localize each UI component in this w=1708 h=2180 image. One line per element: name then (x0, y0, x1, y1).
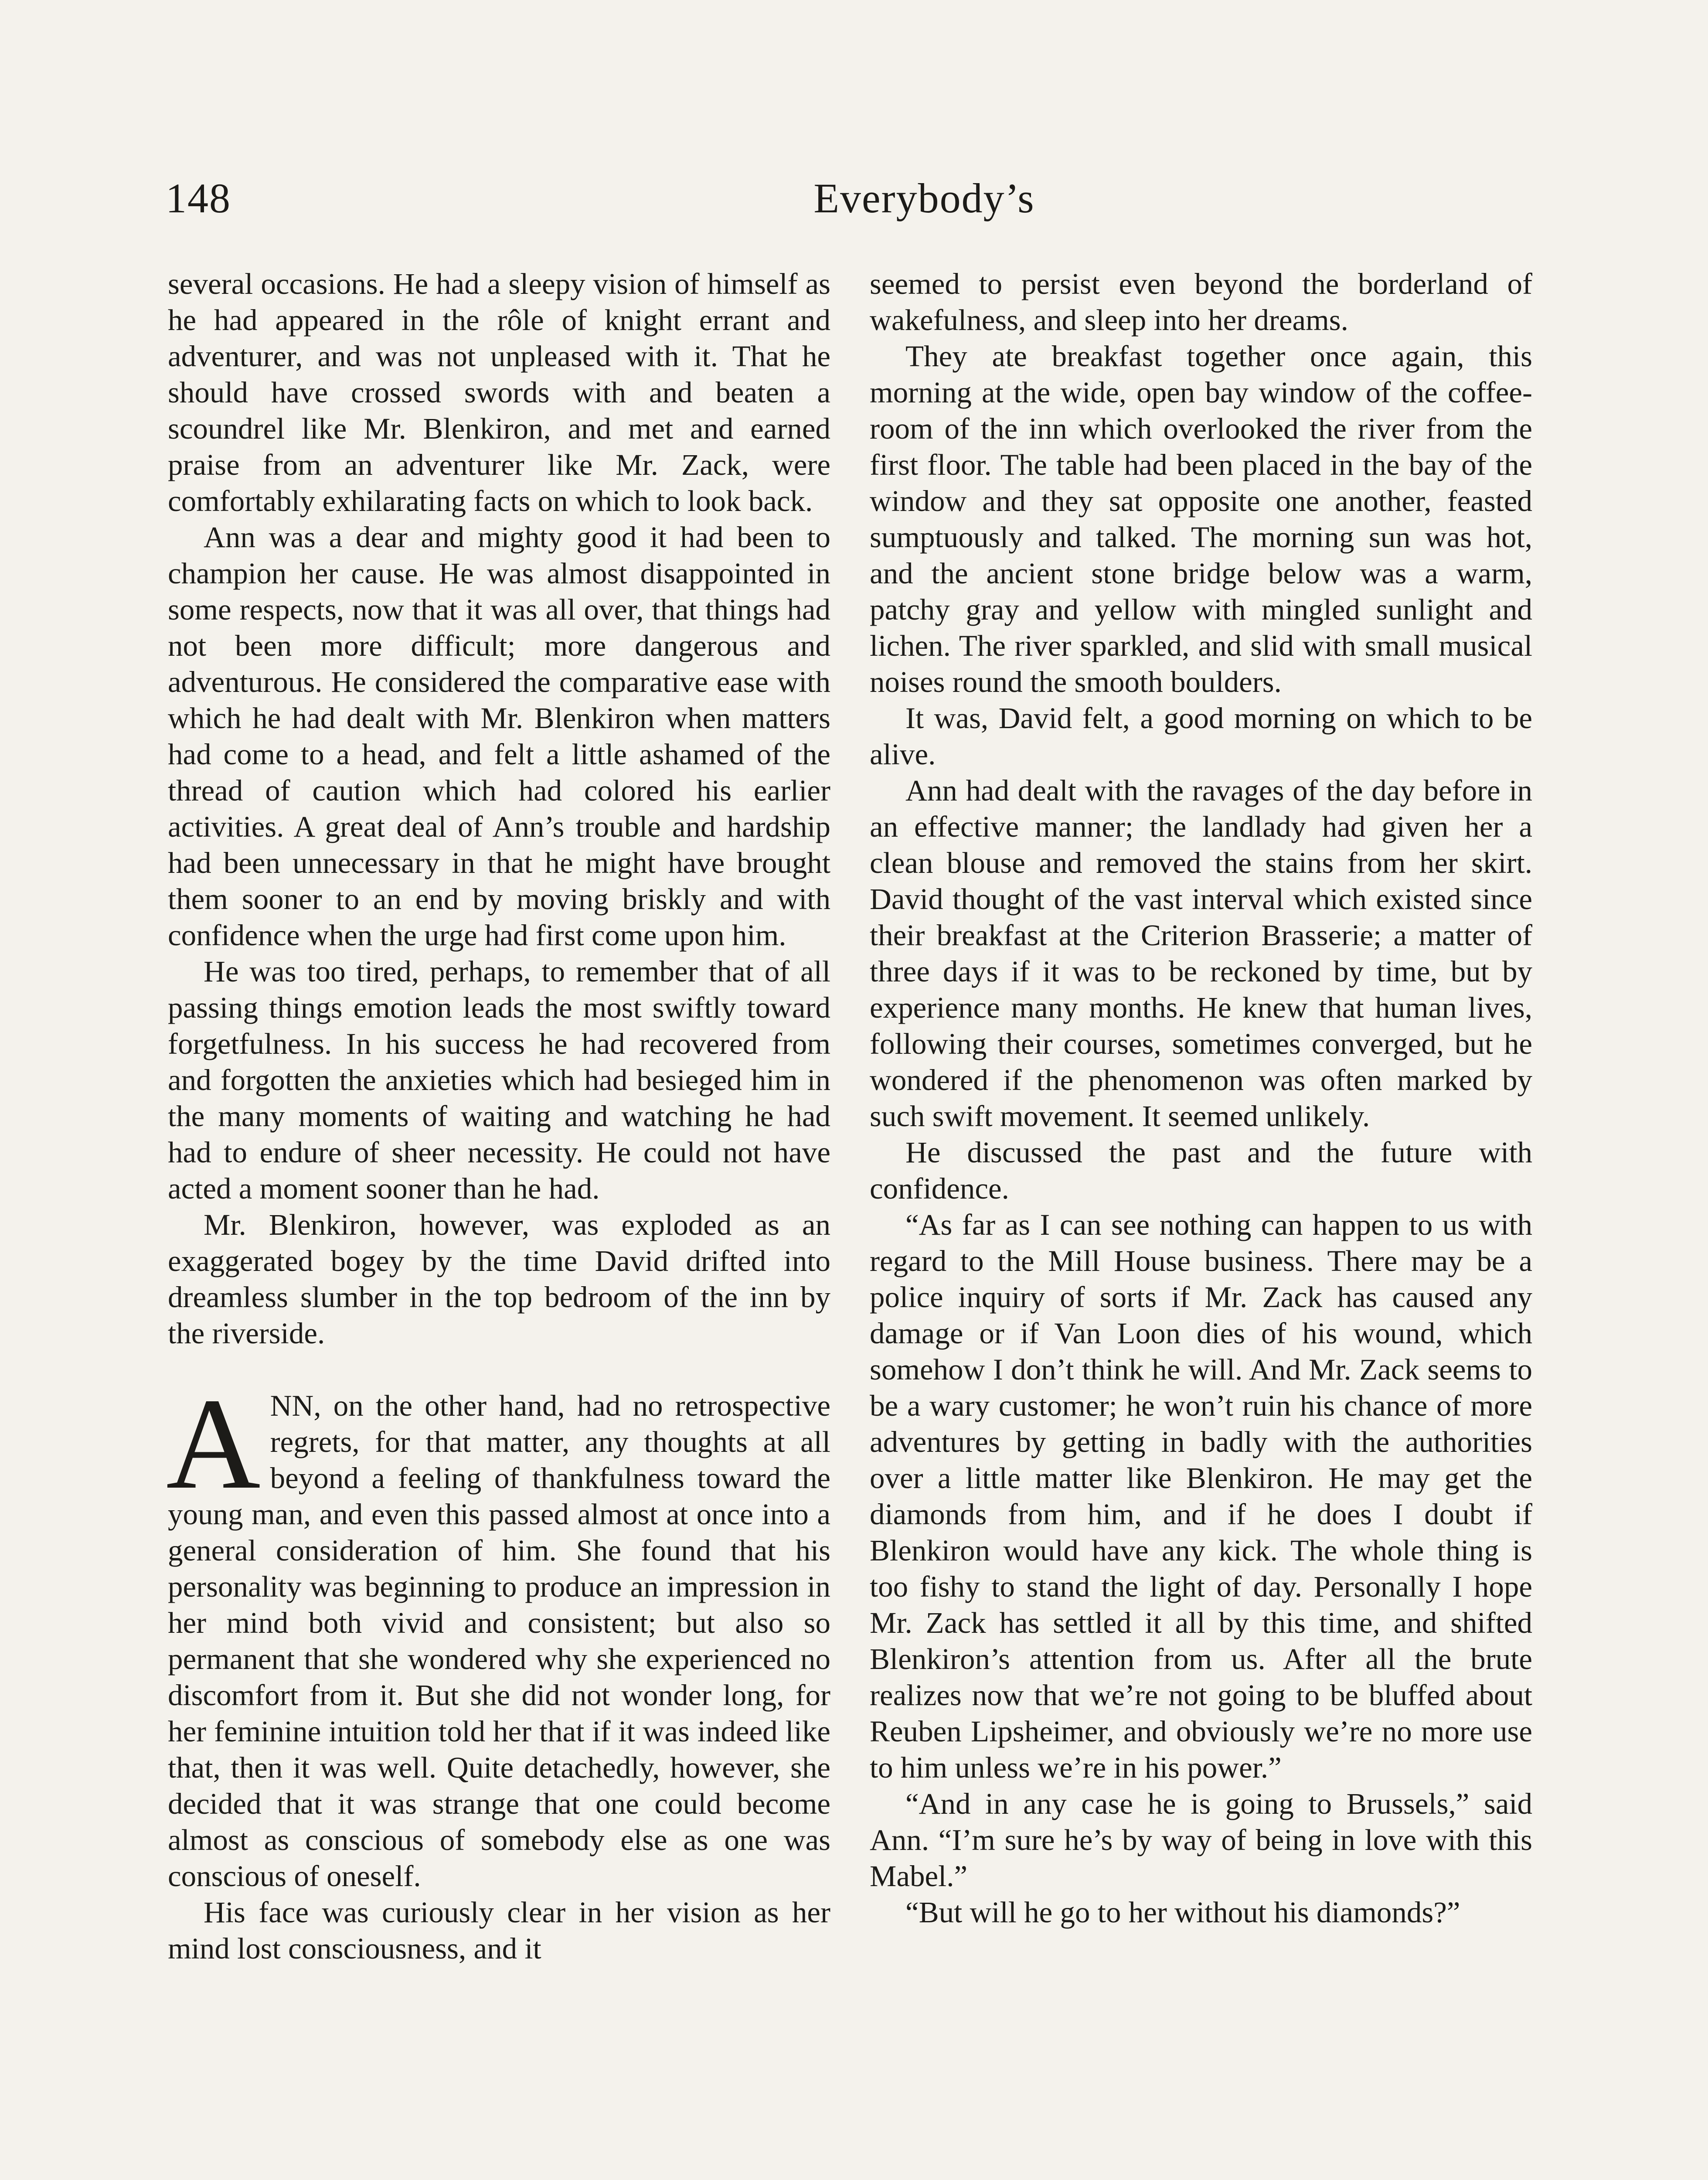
paragraph: “And in any case he is going to Brussels,” said Ann. “I’m sure he’s by way of being in love with this Mabel.” (870, 1787, 1532, 1893)
paragraph: They ate breakfast together once again, this morning at the wide, open bay window of the coffee-room of the inn which overlooked the river from the first floor. The table had been placed in the bay of the window and they sat opposite one another, feasted sumptuously and talked. The morning sun was hot, and the ancient stone bridge below was a warm, patchy gray and yellow with mingled sunlight and lichen. The river sparkled, and slid with small musical noises round the smooth boulders. (870, 340, 1532, 698)
paragraph: Ann had dealt with the ravages of the day before in an effective manner; the landlady had given her a clean blouse and removed the stains from her skirt. David thought of the vast interval which existed since their breakfast at the Criterion Brasserie; a matter of three days if it was to be reckoned by time, but by experience many months. He knew that human lives, following their courses, sometimes converged, but he wondered if the phenomenon was often marked by such swift movement. It seemed unlikely. (870, 774, 1532, 1133)
paragraph: His face was curiously clear in her vision as her mind lost consciousness, and it (168, 1896, 830, 1965)
left-column (168, 266, 830, 1967)
paragraph: several occasions. He had a sleepy vision of himself as he had appeared in the rôle of knight errant and adventurer, and was not unpleased with it. That he should have crossed swords with and beaten a scoundrel like Mr. Blenkiron, and met and earned praise from an adventurer like Mr. Zack, were comfortably exhilarating facts on which to look back. (168, 267, 830, 518)
drop-cap: A (166, 1371, 261, 1516)
running-head: Everybody’s (813, 175, 1035, 221)
paragraph: It was, David felt, a good morning on which to be alive. (870, 702, 1532, 771)
paragraph: He discussed the past and the future with confidence. (870, 1136, 1532, 1205)
paragraph-text: NN, on the other hand, had no retrospective regrets, for that matter, any thoughts at all beyond a feeling of thankfulness toward the young man, and even this passed almost at once into a general consideration of him. She found that his personality was beginning to produce an impression in her mind both vivid and consistent; but also so permanent that she wondered why she experienced no discomfort from it. But she did not wonder long, for her feminine intuition told her that if it was indeed like that, then it was well. Quite detachedly, however, she decided that it was strange that one could become almost as conscious of somebody else as one was conscious of oneself. (168, 1389, 830, 1893)
section-opening-paragraph (166, 1371, 830, 1894)
right-column (870, 266, 1532, 1931)
paragraph: “As far as I can see nothing can happen to us with regard to the Mill House business. There may be a police inquiry of sorts if Mr. Zack has caused any damage or if Van Loon dies of his wound, which somehow I don’t think he will. And Mr. Zack seems to be a wary customer; he won’t ruin his chance of more adventures by getting in badly with the authorities over a little matter like Blenkiron. He may get the diamonds from him, and if he does I doubt if Blenkiron would have any kick. The whole thing is too fishy to stand the light of day. Personally I hope Mr. Zack has settled it all by this time, and shifted Blenkiron’s attention from us. After all the brute realizes now that we’re not going to be bluffed about Reuben Lipsheimer, and obviously we’re no more use to him unless we’re in his power.” (870, 1208, 1532, 1784)
page-header (166, 172, 1539, 225)
paragraph: He was too tired, perhaps, to remember that of all passing things emotion leads the most swiftly toward forgetfulness. In his success he had recovered from and forgotten the anxieties which had besieged him in the many moments of waiting and watching he had had to endure of sheer necessity. He could not have acted a moment sooner than he had. (168, 955, 830, 1205)
section-break (168, 1352, 830, 1388)
page-number: 148 (166, 175, 231, 221)
paragraph: “But will he go to her without his diamonds?” (905, 1896, 1460, 1929)
paragraph: Ann was a dear and mighty good it had been to champion her cause. He was almost disappointed in some respects, now that it was all over, that things had not been more difficult; more dangerous and adventurous. He considered the comparative ease with which he had dealt with Mr. Blenkiron when matters had come to a head, and felt a little ashamed of the thread of caution which had colored his earlier activities. A great deal of Ann’s trouble and hardship had been unnecessary in that he might have brought them sooner to an end by moving briskly and with confidence when the urge had first come upon him. (168, 521, 830, 952)
paragraph: seemed to persist even beyond the borderland of wakefulness, and sleep into her dreams. (870, 267, 1532, 337)
paragraph: Mr. Blenkiron, however, was exploded as an exaggerated bogey by the time David drifted into dreamless slumber in the top bedroom of the inn by the riverside. (168, 1208, 830, 1350)
